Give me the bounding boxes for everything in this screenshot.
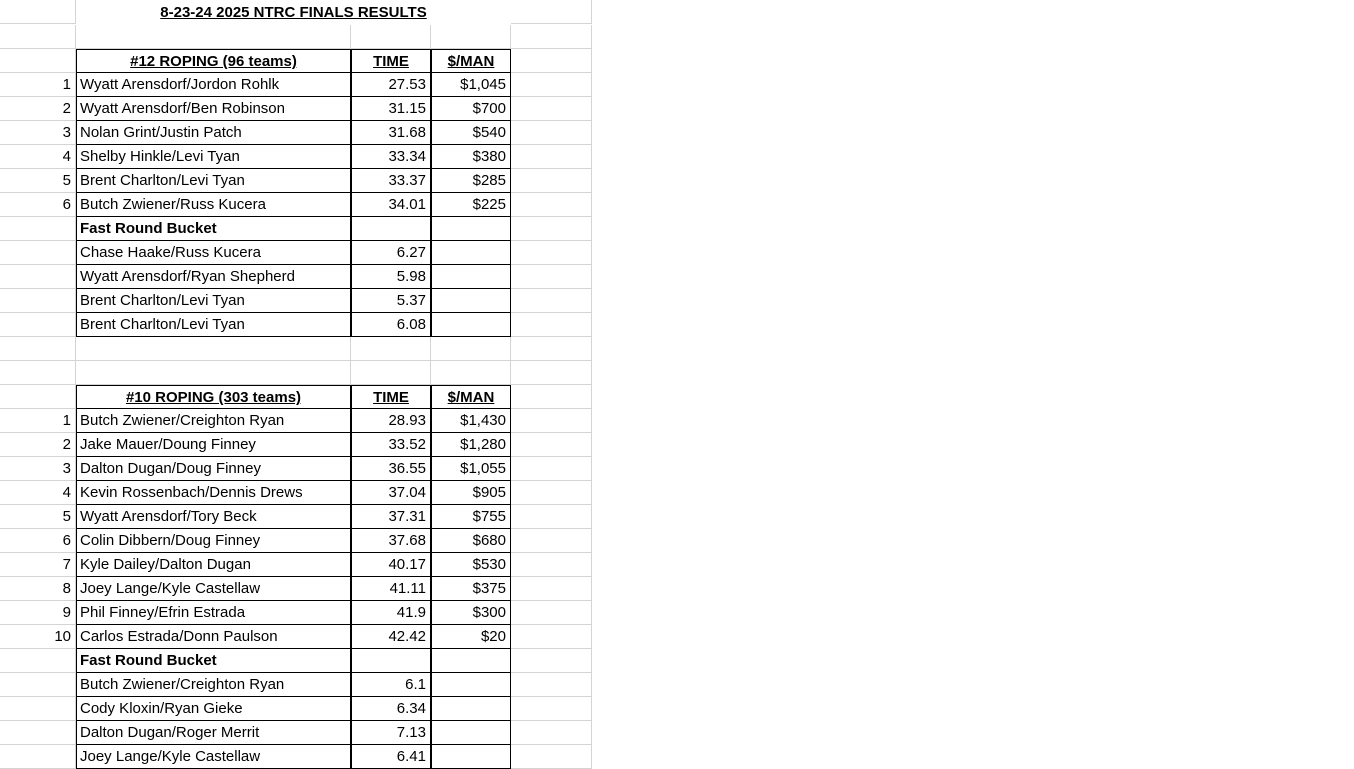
cell[interactable]: [351, 217, 431, 241]
result-row: [0, 553, 592, 577]
time-cell[interactable]: 34.01: [351, 193, 431, 217]
cell[interactable]: [511, 505, 592, 529]
cell[interactable]: [0, 217, 76, 241]
cell[interactable]: [511, 649, 592, 673]
cell[interactable]: [351, 361, 431, 385]
pay-cell[interactable]: [431, 241, 511, 265]
time-cell[interactable]: 6.1: [351, 673, 431, 697]
cell[interactable]: [511, 169, 592, 193]
cell[interactable]: [0, 241, 76, 265]
cell[interactable]: [511, 721, 592, 745]
pay-cell[interactable]: $680: [431, 529, 511, 553]
time-cell[interactable]: 28.93: [351, 409, 431, 433]
pay-cell[interactable]: $225: [431, 193, 511, 217]
team-cell[interactable]: Joey Lange/Kyle Castellaw: [76, 577, 351, 601]
pay-cell[interactable]: [431, 313, 511, 337]
section-header-row: [0, 49, 592, 73]
cell[interactable]: [511, 625, 592, 649]
cell[interactable]: [0, 721, 76, 745]
pay-cell[interactable]: [431, 265, 511, 289]
result-row: [0, 433, 592, 457]
place-cell[interactable]: 6: [0, 529, 76, 553]
team-cell[interactable]: Joey Lange/Kyle Castellaw: [76, 745, 351, 769]
time-cell[interactable]: 33.52: [351, 433, 431, 457]
time-cell[interactable]: 41.9: [351, 601, 431, 625]
cell[interactable]: [511, 577, 592, 601]
cell[interactable]: [511, 289, 592, 313]
cell[interactable]: [0, 265, 76, 289]
time-cell[interactable]: 31.68: [351, 121, 431, 145]
bucket-row: [0, 265, 592, 289]
place-cell[interactable]: 2: [0, 97, 76, 121]
time-cell[interactable]: 42.42: [351, 625, 431, 649]
pay-cell[interactable]: $20: [431, 625, 511, 649]
time-cell[interactable]: 40.17: [351, 553, 431, 577]
cell[interactable]: [511, 433, 592, 457]
pay-cell[interactable]: $380: [431, 145, 511, 169]
bucket-label[interactable]: Fast Round Bucket: [76, 649, 351, 673]
place-cell[interactable]: 4: [0, 481, 76, 505]
cell[interactable]: [0, 361, 76, 385]
cell[interactable]: [511, 697, 592, 721]
team-cell[interactable]: Wyatt Arensdorf/Tory Beck: [76, 505, 351, 529]
cell[interactable]: [0, 337, 76, 361]
cell[interactable]: [431, 361, 511, 385]
time-cell[interactable]: 5.98: [351, 265, 431, 289]
cell[interactable]: [0, 25, 76, 49]
bucket-row: [0, 697, 592, 721]
cell[interactable]: [511, 217, 592, 241]
team-cell[interactable]: Brent Charlton/Levi Tyan: [76, 289, 351, 313]
team-cell[interactable]: Butch Zwiener/Creighton Ryan: [76, 673, 351, 697]
cell[interactable]: [0, 649, 76, 673]
pay-cell[interactable]: $1,055: [431, 457, 511, 481]
cell[interactable]: [511, 601, 592, 625]
title-row: [0, 0, 592, 24]
cell[interactable]: [511, 0, 592, 24]
place-cell[interactable]: 5: [0, 169, 76, 193]
cell[interactable]: [431, 217, 511, 241]
time-cell[interactable]: 33.34: [351, 145, 431, 169]
pay-cell[interactable]: $530: [431, 553, 511, 577]
pay-cell[interactable]: $375: [431, 577, 511, 601]
cell[interactable]: [0, 313, 76, 337]
cell[interactable]: [0, 385, 76, 409]
time-cell[interactable]: 37.04: [351, 481, 431, 505]
bucket-row: [0, 745, 592, 769]
pay-cell[interactable]: $700: [431, 97, 511, 121]
cell[interactable]: [511, 457, 592, 481]
place-cell[interactable]: 6: [0, 193, 76, 217]
time-cell[interactable]: 6.27: [351, 241, 431, 265]
time-header[interactable]: TIME: [351, 385, 431, 409]
place-cell[interactable]: 10: [0, 625, 76, 649]
time-cell[interactable]: 37.31: [351, 505, 431, 529]
time-cell[interactable]: 7.13: [351, 721, 431, 745]
time-cell[interactable]: 6.34: [351, 697, 431, 721]
cell[interactable]: [76, 337, 351, 361]
cell[interactable]: [511, 121, 592, 145]
time-cell[interactable]: 6.08: [351, 313, 431, 337]
cell[interactable]: [511, 25, 592, 49]
team-cell[interactable]: Dalton Dugan/Doug Finney: [76, 457, 351, 481]
team-cell[interactable]: Carlos Estrada/Donn Paulson: [76, 625, 351, 649]
team-cell[interactable]: Kevin Rossenbach/Dennis Drews: [76, 481, 351, 505]
place-cell[interactable]: 7: [0, 553, 76, 577]
pay-header[interactable]: $/MAN: [431, 49, 511, 73]
result-row: [0, 169, 592, 193]
cell[interactable]: [511, 97, 592, 121]
cell[interactable]: [511, 361, 592, 385]
team-cell[interactable]: Wyatt Arensdorf/Jordon Rohlk: [76, 73, 351, 97]
blank-row: [0, 25, 592, 49]
result-row: [0, 193, 592, 217]
cell[interactable]: [0, 0, 76, 24]
blank-row: [0, 337, 592, 361]
team-cell[interactable]: Kyle Dailey/Dalton Dugan: [76, 553, 351, 577]
cell[interactable]: [0, 673, 76, 697]
bucket-row: [0, 241, 592, 265]
cell[interactable]: [76, 361, 351, 385]
team-cell[interactable]: Wyatt Arensdorf/Ryan Shepherd: [76, 265, 351, 289]
team-cell[interactable]: Butch Zwiener/Russ Kucera: [76, 193, 351, 217]
cell[interactable]: [76, 25, 351, 49]
cell[interactable]: [351, 649, 431, 673]
bucket-row: [0, 721, 592, 745]
team-cell[interactable]: Wyatt Arensdorf/Ben Robinson: [76, 97, 351, 121]
cell[interactable]: [0, 49, 76, 73]
team-cell[interactable]: Colin Dibbern/Doug Finney: [76, 529, 351, 553]
place-cell[interactable]: 5: [0, 505, 76, 529]
place-cell[interactable]: 1: [0, 409, 76, 433]
cell[interactable]: [431, 649, 511, 673]
bucket-row: [0, 313, 592, 337]
pay-cell[interactable]: [431, 673, 511, 697]
cell[interactable]: [511, 673, 592, 697]
pay-cell[interactable]: [431, 721, 511, 745]
team-cell[interactable]: Jake Mauer/Doung Finney: [76, 433, 351, 457]
team-cell[interactable]: Dalton Dugan/Roger Merrit: [76, 721, 351, 745]
time-cell[interactable]: 36.55: [351, 457, 431, 481]
result-row: [0, 577, 592, 601]
team-cell[interactable]: Brent Charlton/Levi Tyan: [76, 313, 351, 337]
pay-cell[interactable]: $1,280: [431, 433, 511, 457]
event-header[interactable]: #12 ROPING (96 teams): [76, 49, 351, 73]
team-cell[interactable]: Nolan Grint/Justin Patch: [76, 121, 351, 145]
cell[interactable]: [511, 49, 592, 73]
pay-cell[interactable]: $540: [431, 121, 511, 145]
cell[interactable]: [511, 553, 592, 577]
result-row: [0, 601, 592, 625]
cell[interactable]: [511, 73, 592, 97]
place-cell[interactable]: 9: [0, 601, 76, 625]
team-cell[interactable]: Chase Haake/Russ Kucera: [76, 241, 351, 265]
event-header[interactable]: #10 ROPING (303 teams): [76, 385, 351, 409]
result-row: [0, 481, 592, 505]
time-cell[interactable]: 6.41: [351, 745, 431, 769]
pay-cell[interactable]: [431, 697, 511, 721]
cell[interactable]: [431, 25, 511, 49]
result-row: [0, 97, 592, 121]
pay-cell[interactable]: $285: [431, 169, 511, 193]
cell[interactable]: [511, 145, 592, 169]
pay-cell[interactable]: $300: [431, 601, 511, 625]
result-row: [0, 73, 592, 97]
cell[interactable]: [511, 193, 592, 217]
time-cell[interactable]: 41.11: [351, 577, 431, 601]
section-header-row: [0, 385, 592, 409]
cell[interactable]: [0, 289, 76, 313]
time-cell[interactable]: 37.68: [351, 529, 431, 553]
team-cell[interactable]: Cody Kloxin/Ryan Gieke: [76, 697, 351, 721]
time-header[interactable]: TIME: [351, 49, 431, 73]
pay-cell[interactable]: $905: [431, 481, 511, 505]
pay-cell[interactable]: $1,430: [431, 409, 511, 433]
pay-cell[interactable]: [431, 289, 511, 313]
bucket-label-row: [0, 649, 592, 673]
bucket-row: [0, 673, 592, 697]
bucket-row: [0, 289, 592, 313]
cell[interactable]: [351, 25, 431, 49]
pay-cell[interactable]: $755: [431, 505, 511, 529]
place-cell[interactable]: 3: [0, 457, 76, 481]
cell[interactable]: [511, 313, 592, 337]
team-cell[interactable]: Shelby Hinkle/Levi Tyan: [76, 145, 351, 169]
time-cell[interactable]: 5.37: [351, 289, 431, 313]
cell[interactable]: [511, 409, 592, 433]
cell[interactable]: [511, 481, 592, 505]
place-cell[interactable]: 8: [0, 577, 76, 601]
team-cell[interactable]: Phil Finney/Efrin Estrada: [76, 601, 351, 625]
result-row: [0, 121, 592, 145]
place-cell[interactable]: 4: [0, 145, 76, 169]
page-title[interactable]: 8-23-24 2025 NTRC FINALS RESULTS: [160, 4, 427, 21]
bucket-label-row: [0, 217, 592, 241]
cell[interactable]: [511, 265, 592, 289]
pay-cell[interactable]: [431, 745, 511, 769]
pay-cell[interactable]: $1,045: [431, 73, 511, 97]
team-cell[interactable]: Brent Charlton/Levi Tyan: [76, 169, 351, 193]
pay-header[interactable]: $/MAN: [431, 385, 511, 409]
time-cell[interactable]: 27.53: [351, 73, 431, 97]
result-row: [0, 457, 592, 481]
cell[interactable]: [511, 745, 592, 769]
cell[interactable]: [511, 337, 592, 361]
result-row: [0, 529, 592, 553]
time-cell[interactable]: 31.15: [351, 97, 431, 121]
place-cell[interactable]: 1: [0, 73, 76, 97]
place-cell[interactable]: 2: [0, 433, 76, 457]
cell[interactable]: [0, 745, 76, 769]
cell[interactable]: [431, 337, 511, 361]
result-row: [0, 409, 592, 433]
time-cell[interactable]: 33.37: [351, 169, 431, 193]
team-cell[interactable]: Butch Zwiener/Creighton Ryan: [76, 409, 351, 433]
cell[interactable]: [511, 529, 592, 553]
result-row: [0, 505, 592, 529]
result-row: [0, 625, 592, 649]
bucket-label[interactable]: Fast Round Bucket: [76, 217, 351, 241]
cell[interactable]: [511, 385, 592, 409]
result-row: [0, 145, 592, 169]
cell[interactable]: [511, 241, 592, 265]
cell[interactable]: [351, 337, 431, 361]
cell[interactable]: [0, 697, 76, 721]
place-cell[interactable]: 3: [0, 121, 76, 145]
blank-row: [0, 361, 592, 385]
